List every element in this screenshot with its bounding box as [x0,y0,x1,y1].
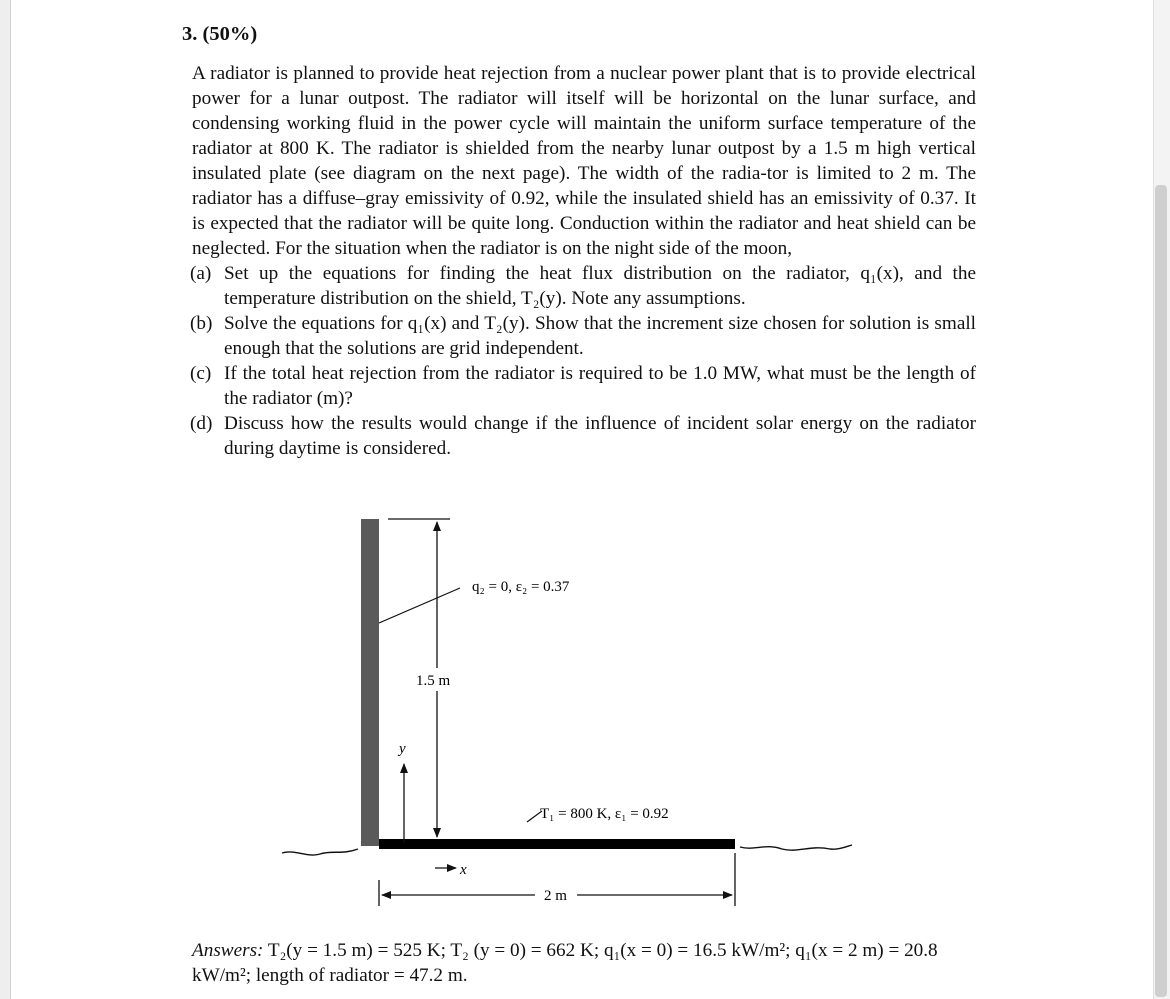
part-label: (a) [190,263,212,284]
y-axis-label: y [399,741,406,757]
part-label: (c) [190,363,212,384]
radiator-plate [379,839,735,849]
ground-line-left [282,849,358,855]
part-text: Set up the equations for finding the heat flux distribution on the radiator, q₁(x), and the temperature distribution on the shield, T₂(y). Note any assumptions. [224,263,976,309]
x-axis-label: x [460,862,467,878]
radiator-label: T₁ = 800 K, ε₁ = 0.92 [540,806,669,822]
problem-heading: 3. (50%) [182,23,258,45]
part-d [190,411,976,461]
problem-block [182,22,976,461]
ground-line-right [740,845,852,850]
part-text: If the total heat rejection from the radiator is required to be 1.0 MW, what must be the length of the radiator (m)? [224,363,976,409]
part-a [190,261,976,311]
shield-label: q₂ = 0, ε₂ = 0.37 [472,579,570,595]
answers-label: Answers: [192,940,264,961]
scrollbar[interactable] [1153,0,1170,999]
width-label: 2 m [544,888,567,904]
answers-text: T₂(y = 1.5 m) = 525 K; T₂ (y = 0) = 662 K; q₁(x = 0) = 16.5 kW/m²; q₁(x = 2 m) = 20.8 kW/m²; length of radiator = 47.2 m. [192,940,938,986]
problem-statement: A radiator is planned to provide heat rejection from a nuclear power plant that is to provide electrical power for a lunar outpost. The radiator will itself will be horizontal on the lunar surface, and condensing working fluid in the power cycle will maintain the uniform surface temperature of the radiator at 800 K. The radiator is shielded from the nearby lunar outpost by a 1.5 m high vertical insulated plate (see diagram on the next page). The width of the radia-tor is limited to 2 m. The radiator has a diffuse–gray emissivity of 0.92, while the insulated shield has an emissivity of 0.37. It is expected that the radiator will be quite long. Conduction within the radiator and heat shield can be neglected. For the situation when the radiator is on the night side of the moon, [192,63,976,259]
part-b [190,311,976,361]
shield-leader-line [379,588,460,623]
part-text: Discuss how the results would change if the influence of incident solar energy on the radiator during daytime is considered. [224,413,976,459]
answers-block [192,938,992,988]
part-text: Solve the equations for q₁(x) and T₂(y). Show that the increment size chosen for solution is small enough that the solutions are grid independent. [224,313,976,359]
part-c [190,361,976,411]
part-label: (d) [190,413,213,434]
radiator-diagram [270,505,870,915]
scrollbar-thumb[interactable] [1155,185,1167,997]
parts-list [186,261,976,461]
part-label: (b) [190,313,213,334]
page-edge [0,0,11,999]
shield-plate [361,519,379,846]
height-label: 1.5 m [416,673,451,689]
